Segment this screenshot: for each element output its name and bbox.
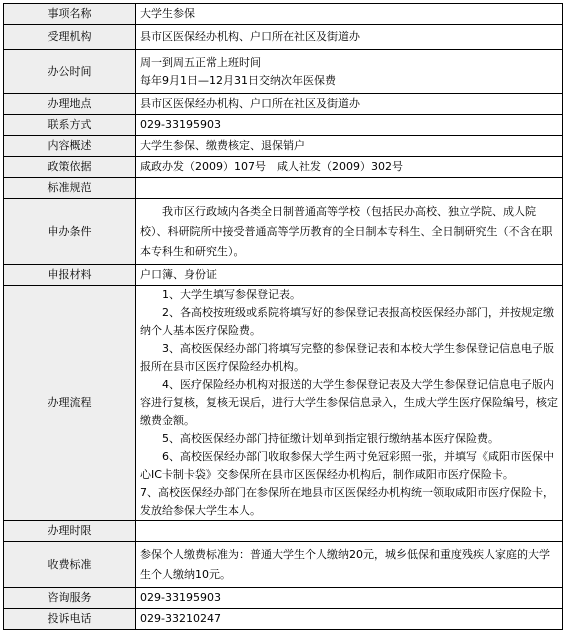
row-label: 受理机构	[4, 25, 136, 50]
row-value	[136, 542, 563, 588]
row-value	[136, 521, 563, 542]
table-row	[4, 94, 563, 115]
row-label: 办理时限	[4, 521, 136, 542]
value-text: 参保个人缴费标准为：普通大学生个人缴纳20元，城乡低保和重度残疾人家庭的大学生个人缴纳10元。	[140, 547, 550, 581]
value-text: 周一到周五正常上班时间	[140, 55, 261, 69]
value-text: 大学生参保	[140, 7, 195, 20]
row-label: 办理地点	[4, 94, 136, 115]
process-step: 3、高校医保经办部门将填写完整的参保登记表和本校大学生参保登记信息电子版报所在县市区医疗保险经办机构。	[140, 342, 554, 373]
row-value	[136, 50, 563, 94]
value-text: 029-33195903	[140, 118, 221, 131]
table-row	[4, 265, 563, 286]
table-row	[4, 609, 563, 630]
row-label: 咨询服务	[4, 588, 136, 609]
row-label: 申办条件	[4, 199, 136, 265]
value-text: 大学生参保、缴费核定、退保销户	[140, 139, 305, 152]
table-row	[4, 588, 563, 609]
table-row	[4, 136, 563, 157]
table-row	[4, 286, 563, 521]
service-info-table	[3, 3, 563, 630]
process-step: 7、高校医保经办部门在参保所在地县市区医保经办机构统一领取咸阳市医疗保险卡，发放给参保大学生本人。	[140, 486, 554, 517]
table-row	[4, 542, 563, 588]
row-label: 办理流程	[4, 286, 136, 521]
table-row	[4, 521, 563, 542]
table-row	[4, 199, 563, 265]
row-label: 事项名称	[4, 4, 136, 25]
process-step: 5、高校医保经办部门持征缴计划单到指定银行缴纳基本医疗保险费。	[162, 432, 499, 445]
row-value	[136, 94, 563, 115]
row-value	[136, 286, 563, 521]
row-value	[136, 178, 563, 199]
row-label: 标准规范	[4, 178, 136, 199]
value-text: 每年9月1日—12月31日交纳次年医保费	[140, 73, 336, 87]
table-row	[4, 178, 563, 199]
row-label: 办公时间	[4, 50, 136, 94]
process-step: 2、各高校按班级或系院将填写好的参保登记表报高校医保经办部门，并按规定缴纳个人基本医疗保险费。	[140, 306, 554, 337]
table-row	[4, 25, 563, 50]
value-text: 我市区行政域内各类全日制普通高等学校（包括民办高校、独立学院、成人院校）、科研院所中接受普通高等学历教育的全日制本专科生、全日制研究生（不含在职本专科生和研究生）。	[140, 204, 553, 258]
value-text: 户口簿、身份证	[140, 268, 217, 281]
row-value	[136, 199, 563, 265]
row-value	[136, 136, 563, 157]
row-label: 投诉电话	[4, 609, 136, 630]
value-text: 县市区医保经办机构、户口所在社区及街道办	[140, 30, 360, 43]
value-text: 029-33210247	[140, 612, 221, 625]
process-step: 4、医疗保险经办机构对报送的大学生参保登记表及大学生参保登记信息电子版内容进行复核，复核无误后，进行大学生参保信息录入，生成大学生医疗保险编号，核定缴费金额。	[140, 378, 558, 427]
row-label: 收费标准	[4, 542, 136, 588]
row-value	[136, 115, 563, 136]
value-text: 县市区医保经办机构、户口所在社区及街道办	[140, 97, 360, 110]
process-step: 1、大学生填写参保登记表。	[162, 288, 301, 301]
row-value	[136, 157, 563, 178]
row-label: 联系方式	[4, 115, 136, 136]
row-value	[136, 609, 563, 630]
row-label: 申报材料	[4, 265, 136, 286]
row-value	[136, 265, 563, 286]
value-text: 咸政办发（2009）107号 咸人社发（2009）302号	[140, 160, 403, 173]
row-value	[136, 588, 563, 609]
table-row	[4, 157, 563, 178]
table-row	[4, 4, 563, 25]
table-row	[4, 50, 563, 94]
row-label: 政策依据	[4, 157, 136, 178]
row-value	[136, 4, 563, 25]
value-text: 029-33195903	[140, 591, 221, 604]
process-step: 6、高校医保经办部门收取参保大学生两寸免冠彩照一张，并填写《咸阳市医保中心IC卡制卡袋》交参保所在县市区医保经办机构后，制作咸阳市医疗保险卡。	[140, 450, 554, 481]
row-label: 内容概述	[4, 136, 136, 157]
row-value	[136, 25, 563, 50]
table-row	[4, 115, 563, 136]
